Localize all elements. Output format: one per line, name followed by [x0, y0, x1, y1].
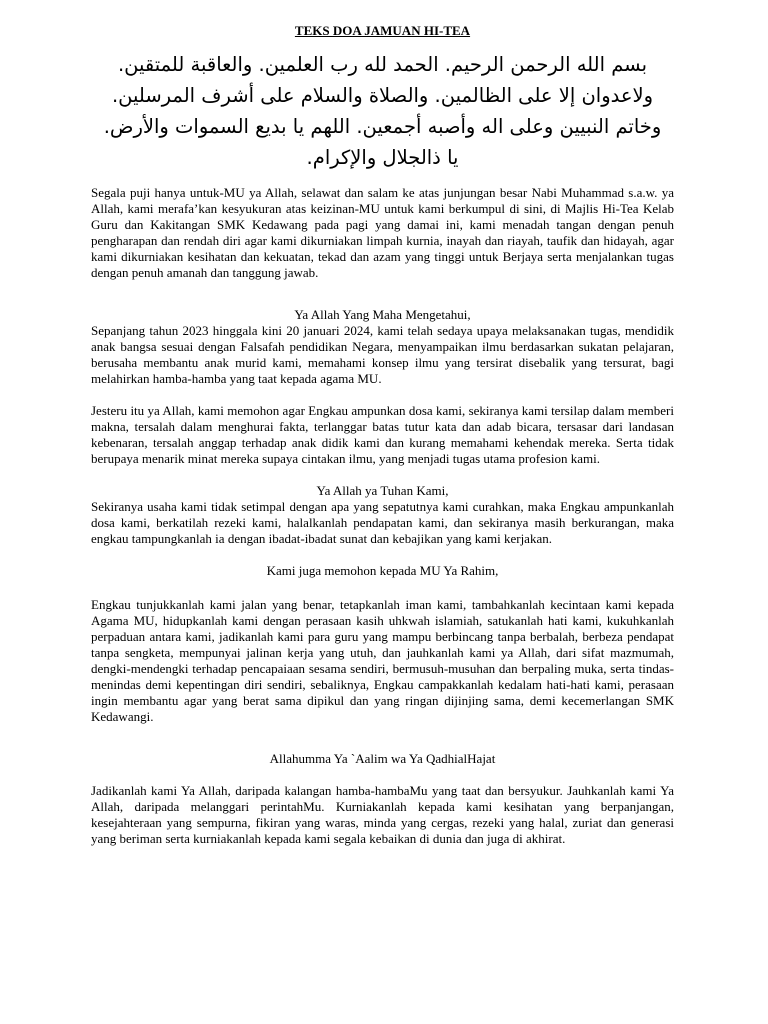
arabic-invocation [61, 49, 704, 173]
section-heading: Ya Allah ya Tuhan Kami, [316, 483, 449, 498]
paragraph: Sekiranya usaha kami tidak setimpal dengan apa yang sepatutnya kami curahkan, maka Engkau ampunkanlah dosa kami, berkatilah rezeki kami, halalkanlah pendapatan kami, dan sekiranya masih berkurangan, maka engkau tampungkanlah ia dengan ibadat-ibadat sunat dan kebajikan yang kami kerjakan. [91, 499, 674, 546]
paragraph: Jesteru itu ya Allah, kami memohon agar Engkau ampunkan dosa kami, sekiranya kami tersilap dalam memberi makna, tersalah dalam menghurai fakta, terlanggar batas tutur kata dan adab bicara, tersasar dari landasan kebenaran, tersalah anggap terhadap anak didik kami dan kurang memahami kehendak mereka. Serta tidak berupaya menarik minat mereka supaya cintakan ilmu, yang menjadi tugas utama profesion kami. [91, 403, 674, 466]
paragraph: Sepanjang tahun 2023 hinggala kini 20 januari 2024, kami telah sedaya upaya melaksanakan tugas, mendidik anak bangsa sesuai dengan Falsafah pendidikan Negara, menyampaikan ilmu berdasarkan sukatan pelajaran, berusaha membantu anak murid kami, memahami konsep ilmu yang tersirat disebalik yang tersurat, bagi melahirkan hamba-hamba yang taat kepada agama MU. [91, 323, 674, 386]
section-heading: Kami juga memohon kepada MU Ya Rahim, [266, 563, 499, 578]
arabic-line: وخاتم النبيين وعلى اله وأصبه أجمعين. اللهم يا بديع السموات والأرض. [103, 115, 662, 138]
opening-paragraph: Segala puji hanya untuk-MU ya Allah, selawat dan salam ke atas junjungan besar Nabi Muhammad s.a.w. ya Allah, kami merafa’kan kesyukuran atas keizinan-MU untuk kami berkumpul di sini, di Majlis Hi-Tea Kelab Guru dan Kakitangan SMK Kedawang pada pagi yang damai ini, kami menadah tangan dengan penuh pengharapan dan rendah diri agar kami dikurniakan limpah kurnia, inayah dan riayah, taufik dan hidayah, agar kami dikurniakan kesihatan dan kekuatan, tekad dan azam yang tinggi untuk Berjaya serta menjalankan tugas dengan penuh amanah dan tanggung jawab. [91, 185, 674, 280]
arabic-line: ولاعدوان إلا على الظالمين. والصلاة والسلام على أشرف المرسلين. [111, 84, 654, 107]
document-title: TEKS DOA JAMUAN HI-TEA [294, 23, 471, 38]
closing-paragraph: Jadikanlah kami Ya Allah, daripada kalangan hamba-hambaMu yang taat dan bersyukur. Jauhkanlah kami Ya Allah, daripada melanggari perintahMu. Kurniakanlah kepada kami kesihatan yang berpanjangan, kesejahteraan yang sempurna, fikiran yang waras, minda yang cergas, rezeki yang halal, zuriat dan generasi yang beriman serta kurniakanlah kepada kami segala kebaikan di dunia dan juga di akhirat. [91, 783, 674, 846]
paragraph: Engkau tunjukkanlah kami jalan yang benar, tetapkanlah iman kami, tambahkanlah kecintaan kami kepada Agama MU, hidupkanlah kami dengan perasaan kasih uhkwah islamiah, satukanlah hati kami, kukuhkanlah perpaduan antara kami, jadikanlah kami para guru yang mampu berbincang tanpa berbalah, berbeza pendapat tanpa sengketa, mempunyai jalinan kerja yang utuh, dan jauhkanlah kami ya Allah, dari sifat mazmumah, dengki-mendengki terhadap pencapaiaan sesama sendiri, bermusuh-musuhan dan berpaling muka, serta tindas-menindas demi kepentingan diri sendiri, sebaliknya, Engkau campakkanlah kedalam hati-hati kami, perasaan ingin membantu agar yang berat sama dipikul dan yang ringan dijinjing sama, demi kecemerlangan SMK Kedawangi. [91, 597, 674, 724]
document-page [91, 22, 674, 847]
arabic-line: يا ذالجلال والإكرام. [306, 146, 459, 169]
section-heading: Ya Allah Yang Maha Mengetahui, [294, 307, 471, 322]
arabic-line: بسم الله الرحمن الرحيم. الحمد لله رب العلمين. والعاقبة للمتقين. [117, 53, 647, 76]
section-heading: Allahumma Ya `Aalim wa Ya QadhialHajat [269, 751, 496, 766]
